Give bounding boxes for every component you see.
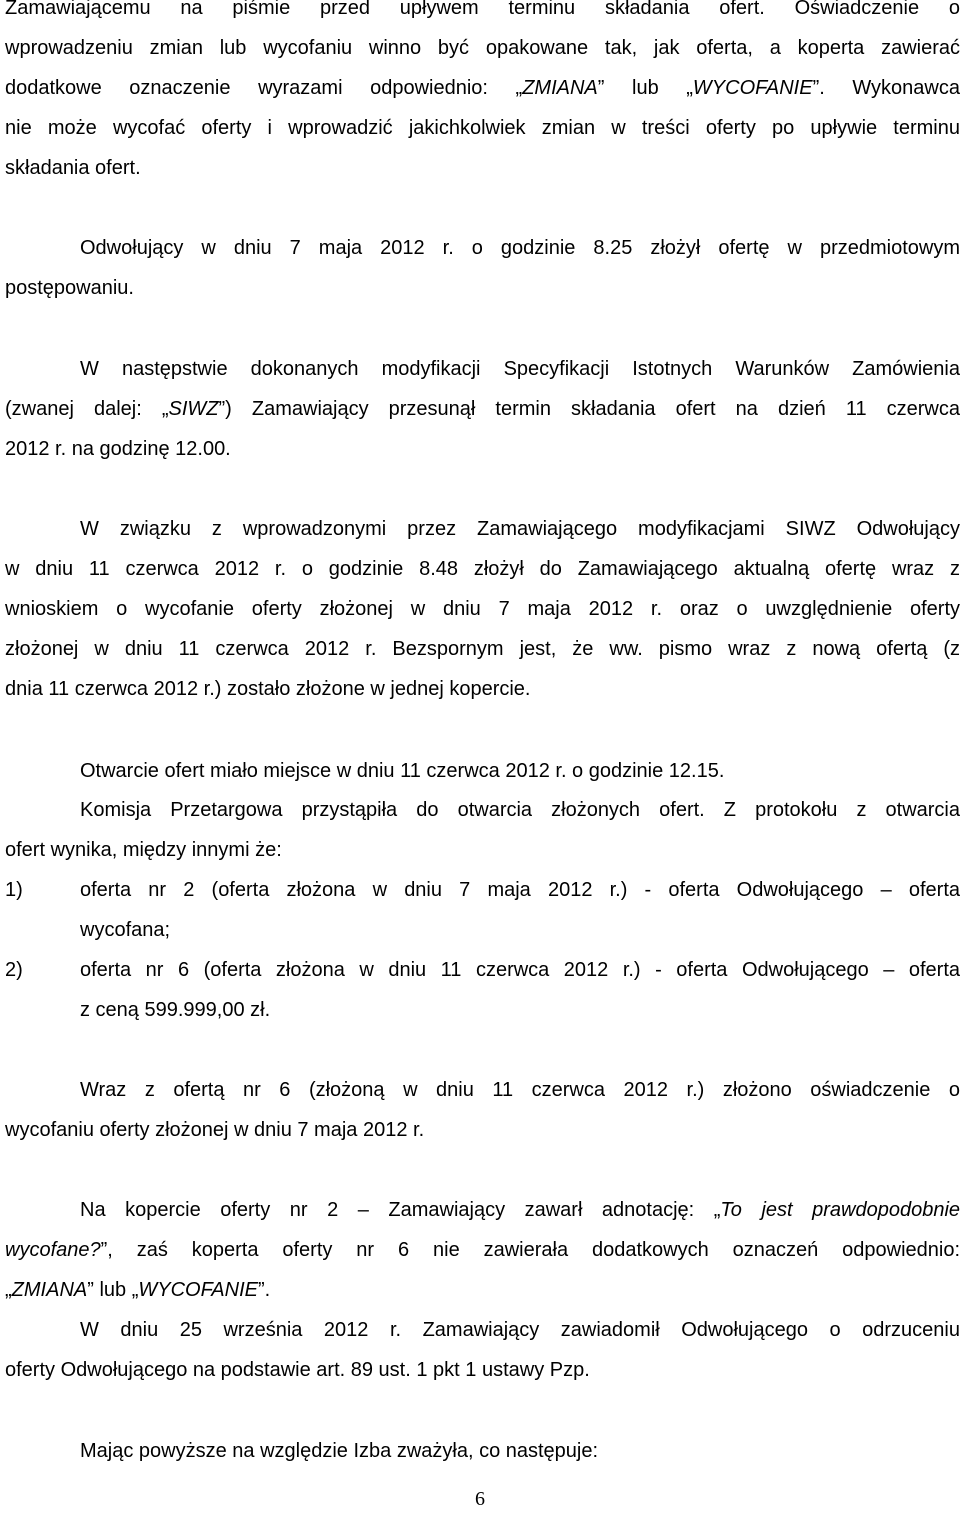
paragraph-commission	[5, 790, 960, 870]
text-line: oferta nr 6 (oferta złożona w dniu 11 czerwca 2012 r.) - oferta Odwołującego – oferta	[80, 959, 960, 981]
text-span: „	[5, 1279, 12, 1301]
paragraph-opening	[5, 751, 960, 791]
text-line	[5, 389, 960, 429]
text-line	[5, 1270, 960, 1310]
paragraph-offer-submission	[5, 228, 960, 308]
text-line: oferty Odwołującego na podstawie art. 89 ust. 1 pkt 1 ustawy Pzp.	[5, 1359, 590, 1381]
text-line: Zamawiającemu na piśmie przed upływem terminu składania ofert. Oświadczenie o	[5, 0, 960, 19]
text-span: Na kopercie oferty nr 2 – Zamawiający zawarł adnotację: „	[80, 1199, 721, 1221]
list-item-number: 1)	[5, 879, 23, 901]
italic-term: WYCOFANIE	[138, 1279, 258, 1301]
text-line: wprowadzeniu zmian lub wycofaniu winno być opakowane tak, jak oferta, a koperta zawierać	[5, 37, 960, 59]
text-line: W dniu 25 września 2012 r. Zamawiający zawiadomił Odwołującego o odrzuceniu	[80, 1319, 960, 1341]
paragraph-updated-offer	[5, 509, 960, 709]
text-line: ofert wynika, między innymi że:	[5, 839, 282, 861]
text-line: oferta nr 2 (oferta złożona w dniu 7 maja 2012 r.) - oferta Odwołującego – oferta	[80, 879, 960, 901]
text-line: postępowaniu.	[5, 277, 134, 299]
page-number: 6	[475, 1488, 485, 1510]
text-line: W następstwie dokonanych modyfikacji Specyfikacji Istotnych Warunków Zamówienia	[80, 358, 960, 380]
text-line	[5, 68, 960, 108]
text-line: dnia 11 czerwca 2012 r.) zostało złożone w jednej kopercie.	[5, 678, 531, 700]
text-line: Otwarcie ofert miało miejsce w dniu 11 czerwca 2012 r. o godzinie 12.15.	[80, 760, 725, 782]
text-span: ”, zaś koperta oferty nr 6 nie zawierała dodatkowych oznaczeń odpowiednio:	[100, 1239, 960, 1261]
text-line: składania ofert.	[5, 157, 141, 179]
italic-quote: To jest prawdopodobnie	[720, 1199, 960, 1221]
paragraph-withdrawal-rules	[5, 0, 960, 188]
text-span: ” lub „	[597, 77, 693, 99]
text-line: wycofana;	[80, 919, 171, 941]
text-line: W związku z wprowadzonymi przez Zamawiającego modyfikacjami SIWZ Odwołujący	[80, 518, 960, 540]
text-span: ” lub „	[87, 1279, 139, 1301]
list-item	[5, 950, 960, 1030]
text-line: Mając powyższe na względzie Izba zważyła, co następuje:	[80, 1440, 599, 1462]
paragraph-siwz-modification	[5, 349, 960, 469]
list-item-number: 2)	[5, 959, 23, 981]
italic-term: SIWZ	[168, 398, 219, 420]
text-span: ”. Wykonawca	[812, 77, 960, 99]
text-line	[5, 1230, 960, 1270]
text-line: z ceną 599.999,00 zł.	[80, 999, 271, 1021]
text-line: Komisja Przetargowa przystąpiła do otwarcia złożonych ofert. Z protokołu z otwarcia	[80, 799, 960, 821]
list-item	[5, 870, 960, 950]
text-span: (zwanej dalej: „	[5, 398, 169, 420]
text-line: 2012 r. na godzinę 12.00.	[5, 438, 231, 460]
text-line: w dniu 11 czerwca 2012 r. o godzinie 8.48 złożył do Zamawiającego aktualną ofertę wraz z	[5, 558, 960, 580]
text-line: wycofaniu oferty złożonej w dniu 7 maja 2012 r.	[5, 1119, 425, 1141]
text-line: Wraz z ofertą nr 6 (złożoną w dniu 11 czerwca 2012 r.) złożono oświadczenie o	[80, 1079, 960, 1101]
text-span: ”.	[258, 1279, 271, 1301]
italic-term: WYCOFANIE	[692, 77, 813, 99]
paragraph-rejection-notice	[5, 1310, 960, 1390]
text-line: nie może wycofać oferty i wprowadzić jakichkolwiek zmian w treści oferty po upływie terminu	[5, 117, 960, 139]
paragraph-chamber-considerations	[5, 1431, 960, 1471]
italic-quote: wycofane?	[5, 1239, 101, 1261]
italic-term: ZMIANA	[522, 77, 598, 99]
text-line	[5, 1190, 960, 1230]
text-span: dodatkowe oznaczenie wyrazami odpowiednio: „	[5, 77, 523, 99]
paragraph-envelope-annotation	[5, 1190, 960, 1310]
text-line: Odwołujący w dniu 7 maja 2012 r. o godzinie 8.25 złożył ofertę w przedmiotowym	[80, 237, 960, 259]
paragraph-withdrawal-statement	[5, 1070, 960, 1150]
italic-term: ZMIANA	[11, 1279, 88, 1301]
text-line: złożonej w dniu 11 czerwca 2012 r. Bezspornym jest, że ww. pismo wraz z nową ofertą (z	[5, 638, 960, 660]
text-line: wnioskiem o wycofanie oferty złożonej w dniu 7 maja 2012 r. oraz o uwzględnienie oferty	[5, 598, 960, 620]
text-span: ”) Zamawiający przesunął termin składania ofert na dzień 11 czerwca	[218, 398, 960, 420]
